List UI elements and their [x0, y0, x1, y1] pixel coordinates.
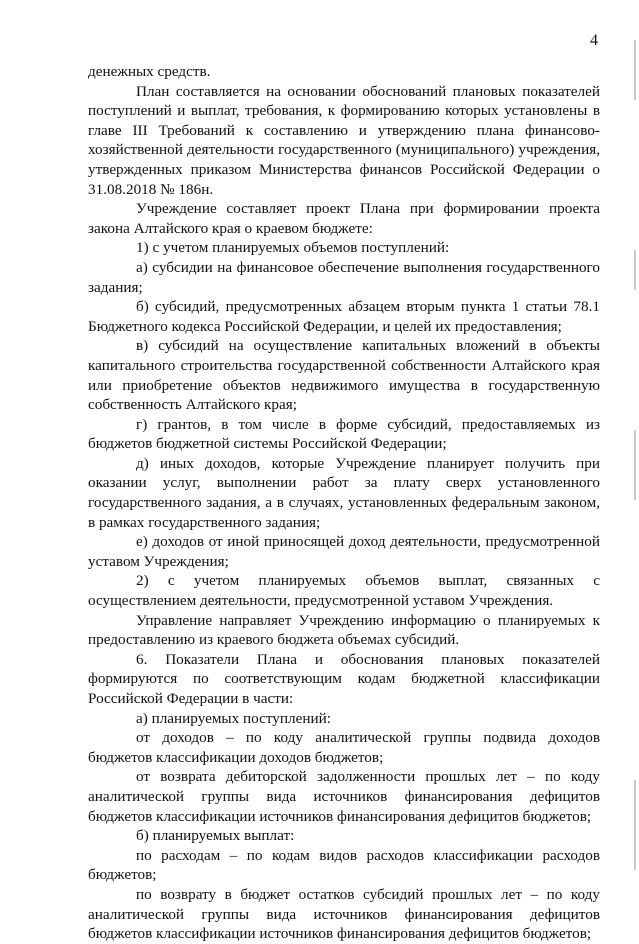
list-item-from-receivables: от возврата дебиторской задолженности прошлых лет – по коду аналитической группы вида источников финансирования дефицитов бюджетов классификации источников финансирования дефицитов бюджетов;	[88, 768, 600, 825]
list-item-planned-payments: б) планируемых выплат:	[136, 827, 295, 845]
paragraph-section-6: 6. Показатели Плана и обоснования плановых показателей формируются по соответствующим кодам бюджетной классификации Российской Федерации в части:	[88, 650, 600, 707]
paragraph-plan-basis: План составляется на основании обоснований плановых показателей поступлений и выплат, требования, к формированию которых установлены в главе III Требований к составлению и утверждению плана финансово-хозяйственной деятельности государственного (муниципального) учреждения, утвержденных приказом Министерства финансов Российской Федерации о 31.08.2018 № 186н.	[88, 82, 600, 198]
list-item-v: в) субсидий на осуществление капитальных вложений в объекты капитального строительства государственной собственности Алтайского края или приобретение объектов недвижимого имущества в государственную собственность Алтайского края;	[88, 337, 600, 414]
paragraph-draft-plan: Учреждение составляет проект Плана при формировании проекта закона Алтайского края о краевом бюджете:	[88, 200, 600, 237]
list-item-payments: 2) с учетом планируемых объемов выплат, связанных с осуществлением деятельности, предусмотренной уставом Учреждения.	[88, 572, 600, 610]
list-item-by-return: по возврату в бюджет остатков субсидий прошлых лет – по коду аналитической группы вида источников финансирования дефицитов бюджетов классификации источников финансирования дефицитов бюджетов;	[88, 885, 600, 943]
document-body	[88, 62, 600, 944]
list-item-planned-receipts: а) планируемых поступлений:	[136, 709, 331, 727]
scan-edge-marks	[627, 0, 639, 905]
page-number: 4	[590, 32, 598, 49]
list-item-by-expenses: по расходам – по кодам видов расходов классификации расходов бюджетов;	[88, 846, 600, 884]
list-item-from-income: от доходов – по коду аналитической группы подвида доходов бюджетов классификации доходов бюджетов;	[88, 729, 600, 766]
paragraph-continuation: денежных средств.	[88, 63, 211, 80]
list-item-a: а) субсидии на финансовое обеспечение выполнения государственного задания;	[88, 258, 600, 296]
list-item-d: д) иных доходов, которые Учреждение планирует получить при оказании услуг, выполнении работ за плату сверх установленного государственного задания, а в случаях, установленных федеральным законом, в рамках государственного задания;	[88, 454, 600, 531]
list-item-receipts: 1) с учетом планируемых объемов поступлений:	[136, 239, 450, 257]
list-item-e: е) доходов от иной приносящей доход деятельности, предусмотренной уставом Учреждения;	[88, 533, 600, 570]
paragraph-subsidy-info: Управление направляет Учреждению информацию о планируемых к предоставлению из краевого бюджета объемах субсидий.	[88, 611, 600, 649]
list-item-b: б) субсидий, предусмотренных абзацем вторым пункта 1 статьи 78.1 Бюджетного кодекса Российской Федерации, и целей их предоставления;	[88, 298, 600, 335]
list-item-g: г) грантов, в том числе в форме субсидий, предоставляемых из бюджетов бюджетной системы Российской Федерации;	[88, 415, 600, 453]
